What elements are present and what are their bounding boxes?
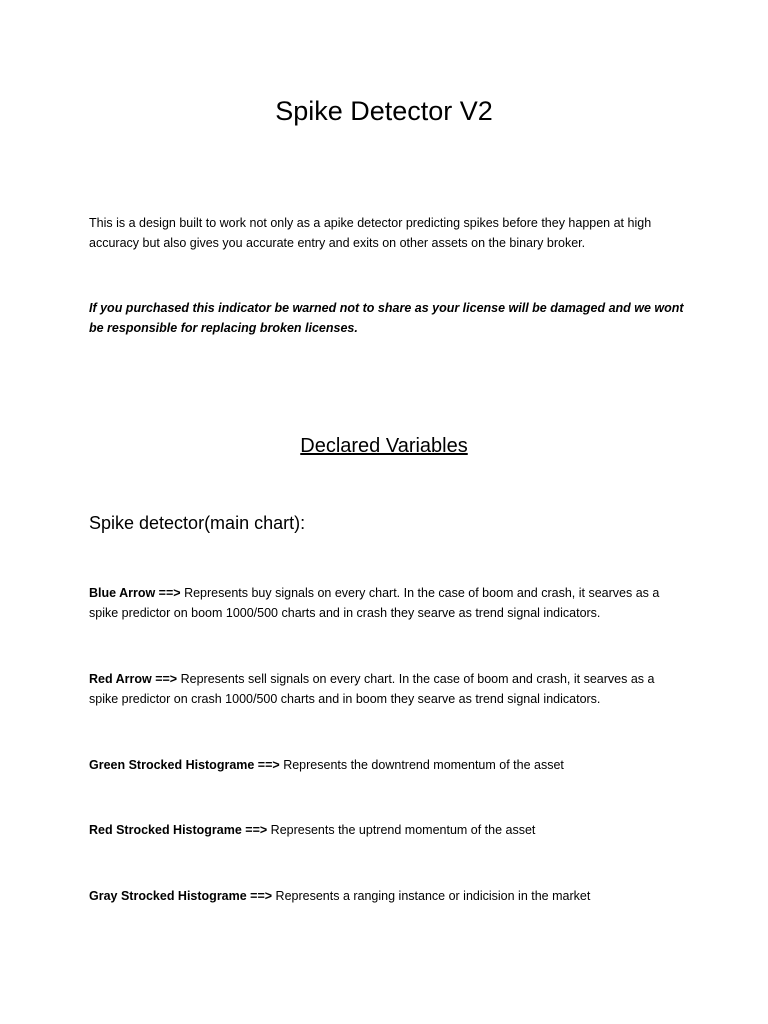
variable-item <box>89 887 687 907</box>
variable-term: Gray Strocked Histograme ==> <box>89 889 273 903</box>
variable-description: Represents the uptrend momentum of the asset <box>267 823 536 837</box>
variable-item <box>89 584 687 623</box>
variable-description: Represents a ranging instance or indicision in the market <box>272 889 591 903</box>
intro-paragraph: This is a design built to work not only as a apike detector predicting spikes before they happen at high accuracy but also gives you accurate entry and exits on other assets on the binary broker. <box>89 216 652 250</box>
variable-term: Red Strocked Histograme ==> <box>89 823 268 837</box>
variable-description: Represents buy signals on every chart. In the case of boom and crash, it searves as a spike predictor on boom 1000/500 charts and in crash they searve as trend signal indicators. <box>89 586 660 620</box>
sub-heading: Spike detector(main chart): <box>89 513 306 533</box>
variable-term: Blue Arrow ==> <box>89 586 181 600</box>
variable-description: Represents sell signals on every chart. In the case of boom and crash, it searves as a spike predictor on crash 1000/500 charts and in boom they searve as trend signal indicators. <box>89 672 655 706</box>
variable-term: Red Arrow ==> <box>89 672 178 686</box>
variable-item <box>89 670 687 709</box>
variable-item <box>89 756 687 776</box>
section-heading: Declared Variables <box>300 435 468 457</box>
page-title: Spike Detector V2 <box>275 96 493 126</box>
license-warning: If you purchased this indicator be warned not to share as your license will be damaged and we wont be responsible for replacing broken licenses. <box>89 301 684 335</box>
variable-item <box>89 821 687 841</box>
variable-description: Represents the downtrend momentum of the asset <box>279 758 564 772</box>
variable-term: Green Strocked Histograme ==> <box>89 758 280 772</box>
